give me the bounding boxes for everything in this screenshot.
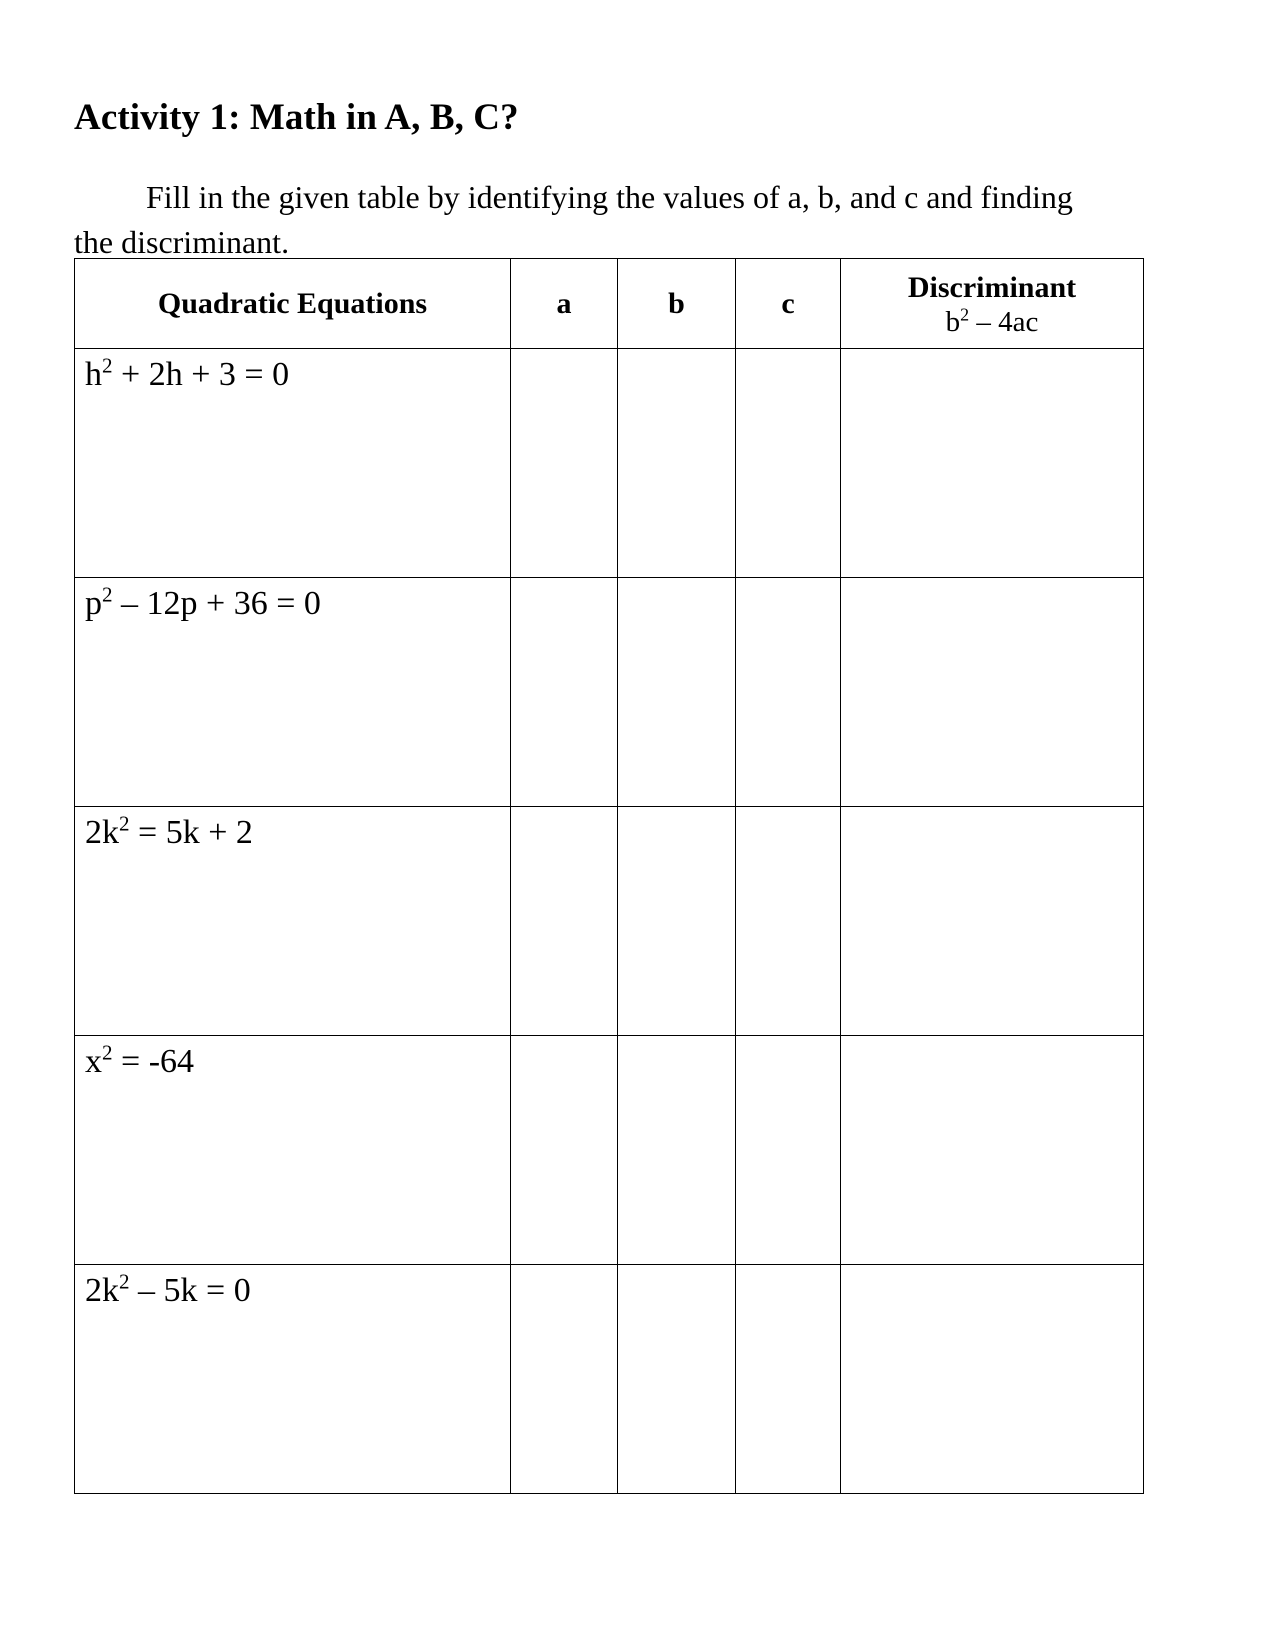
equation-cell	[75, 578, 511, 807]
answer-cell-discriminant[interactable]	[841, 1265, 1144, 1494]
equation-cell	[75, 807, 511, 1036]
equation-exponent: 2	[102, 353, 113, 378]
answer-cell-a[interactable]	[511, 807, 618, 1036]
equation-rest: = -64	[112, 1043, 195, 1080]
equation-exponent: 2	[119, 1269, 130, 1294]
quadratic-equations-table	[74, 258, 1144, 1494]
equation-exponent: 2	[102, 582, 113, 607]
page-title: Activity 1: Math in A, B, C?	[74, 96, 519, 138]
equation-rest: + 2h + 3 = 0	[112, 356, 290, 393]
answer-cell-c[interactable]	[736, 578, 841, 807]
answer-cell-b[interactable]	[618, 1265, 736, 1494]
column-header-b: b	[618, 259, 736, 349]
answer-cell-c[interactable]	[736, 1036, 841, 1265]
equation-base: 2k	[85, 814, 119, 851]
table-row	[75, 578, 1144, 807]
table-row	[75, 349, 1144, 578]
table-body	[75, 349, 1144, 1494]
answer-cell-a[interactable]	[511, 349, 618, 578]
equation-base: p	[85, 585, 102, 622]
answer-cell-b[interactable]	[618, 349, 736, 578]
answer-cell-c[interactable]	[736, 349, 841, 578]
answer-cell-a[interactable]	[511, 1036, 618, 1265]
discriminant-formula-exponent: 2	[960, 303, 970, 324]
column-header-equations: Quadratic Equations	[75, 259, 511, 349]
discriminant-formula	[841, 303, 1143, 338]
column-header-c: c	[736, 259, 841, 349]
equation-base: 2k	[85, 1272, 119, 1309]
table-row	[75, 807, 1144, 1036]
equation-exponent: 2	[119, 811, 130, 836]
table-header-row	[75, 259, 1144, 349]
equation-rest: – 5k = 0	[129, 1272, 251, 1309]
column-header-a: a	[511, 259, 618, 349]
answer-cell-c[interactable]	[736, 807, 841, 1036]
discriminant-formula-rest: – 4ac	[969, 305, 1039, 338]
quadratic-table-container	[74, 258, 1143, 1494]
answer-cell-a[interactable]	[511, 578, 618, 807]
equation-rest: = 5k + 2	[129, 814, 253, 851]
table-row	[75, 1036, 1144, 1265]
equation-rest: – 12p + 36 = 0	[112, 585, 321, 622]
instruction-text: Fill in the given table by identifying the values of a, b, and c and finding the discriminant.	[74, 179, 1073, 261]
discriminant-label: Discriminant	[907, 270, 1077, 304]
answer-cell-discriminant[interactable]	[841, 1036, 1144, 1265]
answer-cell-discriminant[interactable]	[841, 578, 1144, 807]
equation-exponent: 2	[102, 1040, 113, 1065]
answer-cell-a[interactable]	[511, 1265, 618, 1494]
answer-cell-b[interactable]	[618, 807, 736, 1036]
column-header-discriminant	[841, 259, 1144, 349]
equation-base: x	[85, 1043, 102, 1080]
answer-cell-c[interactable]	[736, 1265, 841, 1494]
answer-cell-b[interactable]	[618, 1036, 736, 1265]
answer-cell-b[interactable]	[618, 578, 736, 807]
answer-cell-discriminant[interactable]	[841, 349, 1144, 578]
table-row	[75, 1265, 1144, 1494]
discriminant-formula-base: b	[945, 305, 961, 338]
equation-cell	[75, 349, 511, 578]
equation-cell	[75, 1036, 511, 1265]
equation-cell	[75, 1265, 511, 1494]
equation-base: h	[85, 356, 102, 393]
answer-cell-discriminant[interactable]	[841, 807, 1144, 1036]
